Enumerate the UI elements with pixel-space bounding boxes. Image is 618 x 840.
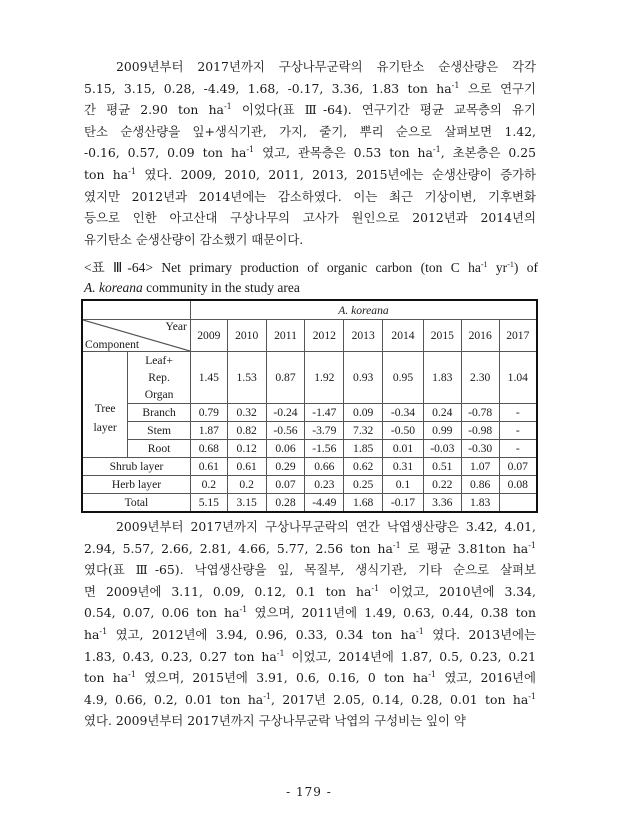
value-cell: 0.79 [190,404,227,422]
text-run: 였으며, 2015년에 3.91, 0.6, 0.16, 0 ton ha [135,670,429,686]
text-run: , 2017년 2.05, 0.14, 0.28, 0.01 ton ha [271,691,529,707]
row-label [82,494,190,513]
table-row [82,404,537,422]
year-header-2012: 2012 [305,320,344,352]
value-cell: 0.01 [383,440,424,458]
superscript: -1 [239,605,248,615]
value-cell: 0.28 [266,494,305,513]
paragraph-npp-summary [84,56,536,250]
value-cell: 0.51 [423,458,461,476]
value-cell: 3.15 [227,494,266,513]
text-run: 면 2009년에 3.11, 0.09, 0.12, 0.1 ton ha [84,583,372,599]
superscript: -1 [528,691,536,701]
caption-rest: community in the study area [142,280,300,295]
text-run: 였다. 2009년부터 2017년까지 구상나무군락 낙엽의 구성비는 잎이 약 [84,713,466,729]
superscript: -1 [128,166,136,176]
row-label-part: Herb layer [111,478,162,491]
text-run: 이었고, 2014년에 1.87, 0.5, 0.23, 0.21 [284,648,536,664]
value-cell: - [499,422,537,440]
tree-layer-label [82,352,128,458]
value-cell: 0.22 [423,476,461,494]
text-line [84,164,536,186]
table-row [82,458,537,476]
row-label-part: Rep. [148,371,170,384]
text-run: , 초본층은 0.25 [440,145,536,161]
caption-sup: -1 [480,260,488,269]
text-run: ton ha [84,670,129,686]
text-run: 으로 연구기 [459,80,536,96]
value-cell: -0.30 [461,440,499,458]
text-line [84,142,536,164]
value-cell: 1.83 [461,494,499,513]
row-label [82,458,190,476]
caption-mid: yr [487,260,508,275]
value-cell: 0.93 [344,352,383,404]
diagonal-header-cell [82,320,190,352]
value-cell: 0.2 [227,476,266,494]
value-cell: 1.83 [423,352,461,404]
year-header-2015: 2015 [423,320,461,352]
year-header-2016: 2016 [461,320,499,352]
text-line [84,516,536,538]
value-cell: 0.31 [383,458,424,476]
value-cell: 0.29 [266,458,305,476]
header-blank-cell [82,300,190,320]
row-label-part: Branch [142,406,176,419]
value-cell: 0.2 [190,476,227,494]
superscript: -1 [263,691,271,701]
value-cell: 0.23 [305,476,344,494]
value-cell: 0.25 [344,476,383,494]
text-run: 간 평균 2.90 ton ha [84,102,224,118]
text-run: -0.16, 0.57, 0.09 ton ha [84,145,247,161]
page-number: - 179 - [286,785,332,799]
row-label [82,476,190,494]
table-row [82,422,537,440]
row-label-part: Root [147,442,171,455]
text-line [84,624,536,646]
value-cell: 0.32 [227,404,266,422]
value-cell: - [499,440,537,458]
value-cell: -0.56 [266,422,305,440]
value-cell: -0.17 [383,494,424,513]
value-cell: 0.61 [227,458,266,476]
row-label [128,404,191,422]
row-label-part: Total [124,496,149,509]
text-run: 였다(표 Ⅲ-65). 낙엽생산량을 잎, 목질부, 생식기관, 기타 순으로 살펴보 [84,562,536,578]
text-line [84,121,536,143]
text-run: 5.15, 3.15, 0.28, -4.49, 1.68, -0.17, 3.36, 1.83 ton ha [84,80,452,96]
text-run: ha [84,626,100,642]
text-line [84,78,536,100]
superscript: -1 [428,670,436,680]
value-cell: -0.50 [383,422,424,440]
superscript: -1 [392,540,401,550]
component-axis-label: Component [85,338,140,351]
value-cell: 5.15 [190,494,227,513]
value-cell: 0.61 [190,458,227,476]
caption-prefix: <표 Ⅲ-64> Net primary production of organic carbon (ton C ha [84,260,481,275]
caption-sup: -1 [507,260,514,269]
superscript: -1 [371,583,380,593]
year-header-2011: 2011 [266,320,305,352]
text-run: 1.83, 0.43, 0.23, 0.27 ton ha [84,648,277,664]
table-row [82,494,537,513]
tree-layer-label-part: Tree [94,402,116,415]
text-run: 였으며, 2011년에 1.49, 0.63, 0.44, 0.38 ton [247,605,536,621]
value-cell: 0.24 [423,404,461,422]
superscript: -1 [416,626,424,636]
value-cell: 1.92 [305,352,344,404]
text-run: 2009년부터 2017년까지 구상나무군락의 유기탄소 순생산량은 각각 [116,59,536,74]
text-run: 4.9, 0.66, 0.2, 0.01 ton ha [84,691,264,707]
value-cell: -3.79 [305,422,344,440]
value-cell: - [499,404,537,422]
value-cell: 0.07 [499,458,537,476]
caption-line-2 [84,278,538,298]
superscript: -1 [432,145,441,155]
value-cell: -0.03 [423,440,461,458]
superscript: -1 [276,648,285,658]
value-cell: 1.68 [344,494,383,513]
row-label [128,440,191,458]
row-label-part: Organ [144,388,174,401]
value-cell [499,494,537,513]
text-line [84,229,536,251]
superscript: -1 [223,102,232,112]
text-run: 이었고, 2010년에 3.34, [379,583,536,599]
text-run: 등으로 인한 아고산대 구상나무의 고사가 원인으로 2012년과 2014년의 [84,210,536,226]
value-cell: 0.68 [190,440,227,458]
value-cell: 3.36 [423,494,461,513]
text-run: 였다. 2013년에는 [423,626,536,642]
value-cell: 0.09 [344,404,383,422]
value-cell: -1.47 [305,404,344,422]
value-cell: 0.06 [266,440,305,458]
value-cell: 1.04 [499,352,537,404]
value-cell: 2.30 [461,352,499,404]
year-header-2010: 2010 [227,320,266,352]
text-run: 이었다(표 Ⅲ-64). 연구기간 평균 교목층의 유기 [231,102,536,118]
row-label [128,422,191,440]
superscript: -1 [128,670,136,680]
text-line [84,646,536,668]
text-run: 유기탄소 순생산량이 감소했기 때문이다. [84,231,304,247]
year-axis-label: Year [165,320,187,333]
text-line [84,56,536,78]
value-cell: 1.07 [461,458,499,476]
value-cell: 0.95 [383,352,424,404]
text-run: 였지만 2012년과 2014년에는 감소하였다. 이는 최근 기상이변, 기후변화 [84,188,536,204]
value-cell: -4.49 [305,494,344,513]
tree-layer-label-part: layer [93,421,117,434]
value-cell: 0.99 [423,422,461,440]
row-label-part: Stem [147,424,171,437]
value-cell: 0.62 [344,458,383,476]
paragraph-litter-production [84,516,536,732]
text-run: 였고, 2016년에 [436,670,536,686]
superscript: -1 [528,540,536,550]
caption-suffix: ) of [513,260,538,275]
value-cell: -0.78 [461,404,499,422]
superscript: -1 [451,80,460,90]
superscript: -1 [246,145,255,155]
text-run: 로 평균 3.81ton ha [400,540,529,556]
value-cell: 1.53 [227,352,266,404]
value-cell: 1.45 [190,352,227,404]
table-header-species-row [82,300,537,320]
value-cell: 0.82 [227,422,266,440]
text-line [84,710,536,732]
text-run: 탄소 순생산량을 잎+생식기관, 가지, 줄기, 뿌리 순으로 살펴보면 1.42, [84,123,536,139]
table-row [82,352,537,404]
value-cell: 1.85 [344,440,383,458]
text-line [84,559,536,581]
value-cell: -0.24 [266,404,305,422]
species-header: A. koreana [190,300,537,320]
value-cell: 0.1 [383,476,424,494]
text-line [84,602,536,624]
table-row [82,476,537,494]
table-caption [84,258,538,298]
text-line [84,581,536,603]
year-header-2013: 2013 [344,320,383,352]
year-header-2017: 2017 [499,320,537,352]
caption-line-1 [84,258,538,278]
text-line [84,207,536,229]
text-line [84,538,536,560]
table-header-year-row [82,320,537,352]
value-cell: 0.87 [266,352,305,404]
value-cell: -1.56 [305,440,344,458]
text-line [84,689,536,711]
caption-species: A. koreana [84,280,143,295]
value-cell: 0.07 [266,476,305,494]
text-line [84,99,536,121]
year-header-2009: 2009 [190,320,227,352]
text-run: 였고, 관목층은 0.53 ton ha [254,145,433,161]
value-cell: 7.32 [344,422,383,440]
year-header-2014: 2014 [383,320,424,352]
text-run: 2009년부터 2017년까지 구상나무군락의 연간 낙엽생산량은 3.42, 4.01, [116,519,536,534]
text-run: 였고, 2012년에 3.94, 0.96, 0.33, 0.34 ton ha [107,626,416,642]
value-cell: 0.08 [499,476,537,494]
npp-table [81,299,538,513]
text-run: 였다. 2009, 2010, 2011, 2013, 2015년에는 순생산량이 증가하 [135,166,536,182]
text-run: ton ha [84,166,129,182]
text-line [84,667,536,689]
value-cell: 0.86 [461,476,499,494]
row-label-part: Shrub layer [109,460,164,473]
table-row [82,440,537,458]
superscript: -1 [99,626,108,636]
value-cell: -0.98 [461,422,499,440]
text-run: 0.54, 0.07, 0.06 ton ha [84,605,240,621]
text-line [84,186,536,208]
row-label-part: Leaf+ [145,354,173,367]
value-cell: -0.34 [383,404,424,422]
value-cell: 0.12 [227,440,266,458]
value-cell: 0.66 [305,458,344,476]
text-run: 2.94, 5.57, 2.66, 2.81, 4.66, 5.77, 2.56 ton ha [84,540,393,556]
row-label [128,352,191,404]
value-cell: 1.87 [190,422,227,440]
